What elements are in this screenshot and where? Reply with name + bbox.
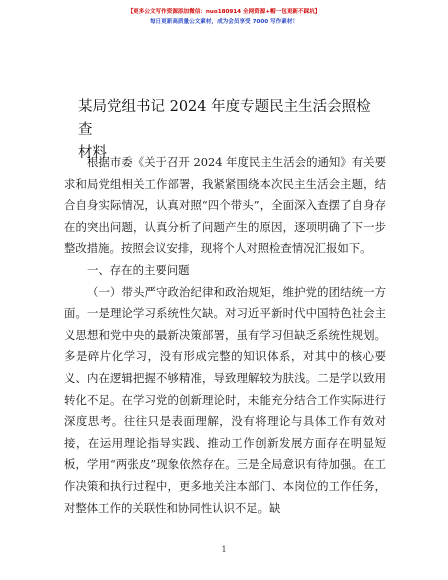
title-line-1: 某局党组书记 2024 年度专题民主生活会照检查	[78, 99, 371, 138]
body-paragraph-1: （一）带头严守政治纪律和政治规矩，维护党的团结统一方面。一是理论学习系统性欠缺。对习近平新时代中国特色社会主义思想和党中央的最新决策部署，虽有学习但缺乏系统性规划。多是碎片化学习，没有形成完整的知识体系，对其中的核心要义、内在逻辑把握不够精准，导致理解较为肤浅。二是学以致用转化不足。在学习党的创新理论时，未能充分结合工作实际进行深度思考。往往只是表面理解，没有将理论与具体工作有效对接，在运用理论指导实践、推动工作创新发展方面存在明显短板，学用“两张皮”现象依然存在。三是全局意识有待加强。在工作决策和执行过程中，更多地关注本部门、本岗位的工作任务，对整体工作的关联性和协同性认识不足。缺	[64, 284, 386, 515]
title-line-2: 材料	[78, 145, 107, 161]
page-number: 1	[221, 545, 227, 554]
promo-banner-line-2: 每日更新高质量公文素材，成为会员享受 7000 写作素材！	[149, 19, 299, 25]
document-body	[64, 152, 386, 519]
intro-paragraph: 根据市委《关于召开 2024 年度民主生活会的通知》有关要求和局党组相关工作部署，我紧紧围绕本次民主生活会主题，结合自身实际情况，认真对照“四个带头”，全面深入查摆了自身存在的突出问题，认真分析了问题产生的原因，逐项明确了下一步整改措施。按照会议安排，现将个人对照检查情况汇报如下。	[64, 155, 386, 256]
promo-banner-line-1: 【更多公文写作资源添加微信：nuo180914 全网资源+帽一包更新不踩坑】	[127, 9, 321, 15]
section-heading-1: 一、存在的主要问题	[87, 262, 190, 277]
